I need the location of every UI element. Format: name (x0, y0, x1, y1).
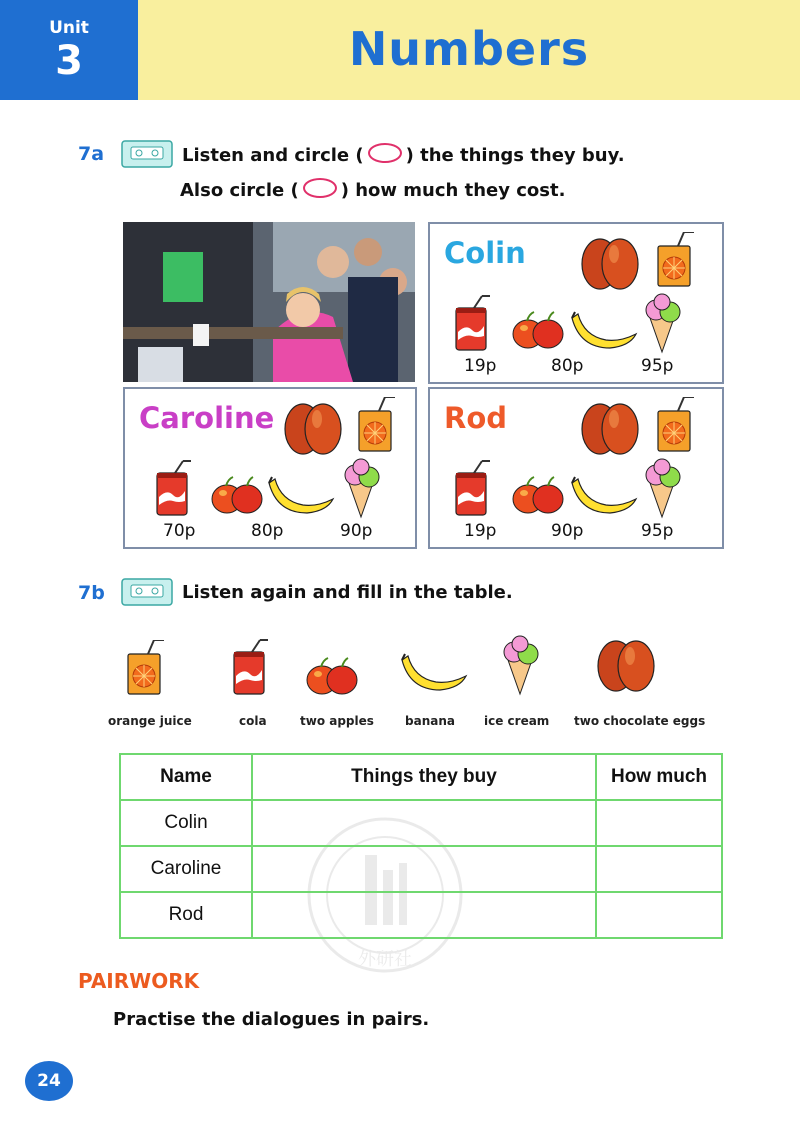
chocolate-eggs-icon (283, 399, 343, 459)
banana-icon (570, 473, 638, 517)
column-header-how-much: How much (596, 754, 722, 800)
item-label: two apples (300, 714, 374, 728)
cassette-icon (121, 578, 173, 606)
column-header-things: Things they buy (252, 754, 596, 800)
apples-icon (512, 304, 566, 350)
answer-cell-things[interactable] (252, 892, 596, 938)
item-label: ice cream (484, 714, 550, 728)
panel-name: Colin (444, 236, 526, 270)
item-label: two chocolate eggs (574, 714, 706, 728)
price-option: 95p (641, 356, 674, 376)
column-header-name: Name (120, 754, 252, 800)
row-name: Rod (120, 892, 252, 938)
price-option: 19p (464, 521, 497, 541)
price-option: 90p (340, 521, 373, 541)
panel-caroline (123, 387, 417, 549)
watermark-text: 外研社 (358, 949, 412, 970)
chocolate-eggs-icon (580, 234, 640, 294)
ice-cream-icon (339, 455, 383, 519)
unit-badge (0, 0, 138, 100)
exercise-7a-number: 7a (78, 143, 105, 165)
price-option: 95p (641, 521, 674, 541)
unit-number: 3 (55, 38, 83, 84)
unit-label: Unit (49, 18, 89, 38)
ice-cream-icon (498, 632, 542, 698)
page-title: Numbers (348, 22, 590, 76)
orange-juice-icon (124, 640, 168, 698)
panel-colin (428, 222, 724, 384)
price-option: 80p (251, 521, 284, 541)
pairwork-heading: PAIRWORK (78, 969, 200, 993)
orange-juice-icon (654, 397, 698, 455)
cola-icon (452, 459, 492, 517)
circle-example-icon (303, 178, 337, 198)
apples-icon (512, 469, 566, 515)
instruction-7a-line1-start: Listen and circle ( (182, 145, 364, 166)
row-name: Caroline (120, 846, 252, 892)
page-number: 24 (25, 1061, 73, 1101)
banana-icon (400, 650, 470, 696)
price-option: 19p (464, 356, 497, 376)
instruction-7b: Listen again and fill in the table. (182, 582, 513, 603)
answer-cell-how-much[interactable] (596, 892, 722, 938)
cassette-icon (121, 140, 173, 168)
table-header-row (120, 754, 722, 800)
instruction-7a-line2-start: Also circle ( (180, 180, 299, 201)
chocolate-eggs-icon (580, 399, 640, 459)
orange-juice-icon (355, 397, 399, 455)
item-label: orange juice (108, 714, 192, 728)
table-row (120, 800, 722, 846)
row-name: Colin (120, 800, 252, 846)
instruction-7a-line1-end: ) the things they buy. (405, 145, 625, 166)
pairwork-instruction: Practise the dialogues in pairs. (113, 1009, 430, 1030)
orange-juice-icon (654, 232, 698, 290)
answer-table (119, 753, 723, 939)
cola-icon (452, 294, 492, 352)
banana-icon (267, 473, 335, 517)
ice-cream-icon (640, 455, 684, 519)
instruction-7a-line2-end: ) how much they cost. (340, 180, 566, 201)
panel-rod (428, 387, 724, 549)
answer-cell-things[interactable] (252, 800, 596, 846)
apples-icon (211, 469, 265, 515)
banana-icon (570, 308, 638, 352)
exercise-7b-number: 7b (78, 582, 105, 604)
ice-cream-icon (640, 290, 684, 354)
title-bar (138, 0, 800, 100)
instruction-7a-line2 (180, 178, 565, 201)
price-option: 90p (551, 521, 584, 541)
market-photo (123, 222, 415, 382)
item-label: cola (239, 714, 267, 728)
cola-icon (230, 638, 270, 698)
answer-cell-how-much[interactable] (596, 800, 722, 846)
cola-icon (153, 459, 193, 517)
table-row (120, 846, 722, 892)
price-option: 80p (551, 356, 584, 376)
answer-cell-how-much[interactable] (596, 846, 722, 892)
apples-icon (306, 650, 360, 696)
answer-cell-things[interactable] (252, 846, 596, 892)
item-label: banana (405, 714, 455, 728)
price-option: 70p (163, 521, 196, 541)
instruction-7a-line1 (182, 143, 625, 166)
circle-example-icon (368, 143, 402, 163)
chocolate-eggs-icon (596, 636, 656, 698)
panel-name: Rod (444, 401, 508, 435)
panel-name: Caroline (139, 401, 275, 435)
table-row (120, 892, 722, 938)
